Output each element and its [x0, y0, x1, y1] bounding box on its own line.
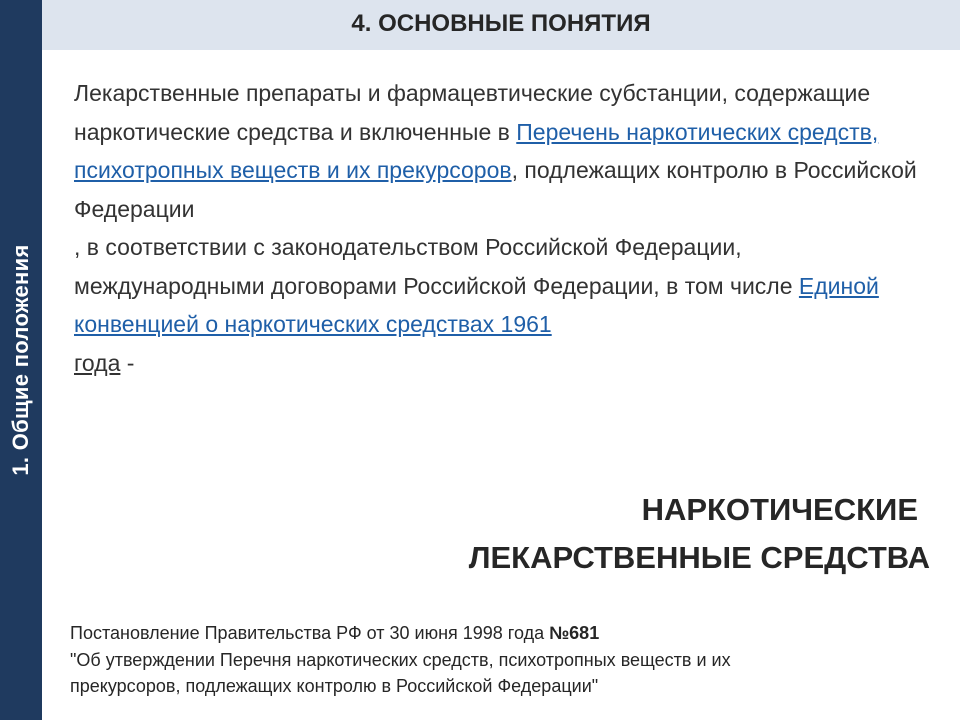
term-line-1: НАРКОТИЧЕСКИЕ — [641, 492, 918, 527]
footnote-line-2: "Об утверждении Перечня наркотических средств, психотропных веществ и их — [70, 649, 731, 670]
term-line-2: ЛЕКАРСТВЕННЫЕ СРЕДСТВА — [468, 540, 930, 575]
definition-text-4: - — [120, 349, 135, 376]
footnote-line-3: прекурсоров, подлежащих контролю в Российской Федерации" — [70, 676, 599, 696]
footnote-line-1 — [70, 620, 930, 647]
single-convention-link-year[interactable]: года — [74, 349, 121, 376]
page-title: 4. ОСНОВНЫЕ ПОНЯТИЯ — [351, 10, 651, 37]
definition-text-3: , в соответствии с законодательством Российской Федерации, международными договорами Российской Федерации, в том числе — [74, 234, 799, 299]
definition-text-2: , подлежащих контролю в Российской Федерации — [74, 157, 917, 222]
term-heading — [469, 486, 930, 582]
narcotics-list-link[interactable]: Перечень наркотических средств, психотропных веществ и их прекурсоров — [74, 118, 879, 183]
single-convention-link[interactable]: Единой конвенцией о наркотических средствах 1961 — [74, 272, 879, 337]
footnote-decree-number: №681 — [549, 623, 600, 643]
footnote-decree-text: Постановление Правительства РФ от 30 июня 1998 года — [70, 623, 550, 643]
source-footnote — [70, 620, 930, 700]
header-bar — [42, 0, 960, 50]
section-label: 1. Общие положения — [8, 244, 33, 476]
sidebar — [0, 0, 42, 720]
definition-paragraph — [74, 74, 934, 382]
definition-text-1: Лекарственные препараты и фармацевтические субстанции, содержащие наркотические средства и включенные в — [74, 80, 871, 145]
